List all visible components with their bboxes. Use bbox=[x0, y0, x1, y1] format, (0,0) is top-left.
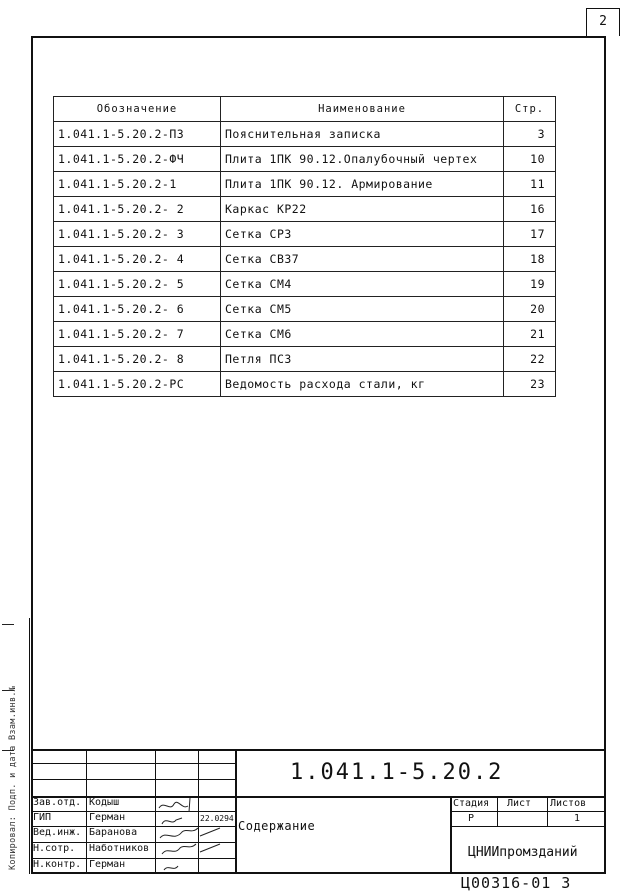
row-designation: 1.041.1-5.20.2- 8 bbox=[54, 347, 221, 372]
row-designation: 1.041.1-5.20.2-1 bbox=[54, 172, 221, 197]
row-designation: 1.041.1-5.20.2- 2 bbox=[54, 197, 221, 222]
row-name: Пояснительная записка bbox=[221, 122, 504, 147]
signature-mark bbox=[164, 866, 178, 870]
row-name: Сетка СМ6 bbox=[221, 322, 504, 347]
table-row bbox=[54, 222, 556, 247]
title-block-col bbox=[235, 749, 237, 874]
table-header-row bbox=[54, 97, 556, 122]
title-block-col bbox=[547, 796, 548, 826]
table-row bbox=[54, 372, 556, 397]
table-row bbox=[54, 197, 556, 222]
row-page: 23 bbox=[504, 372, 556, 397]
role-person: Наботников bbox=[89, 843, 150, 854]
table-row bbox=[54, 322, 556, 347]
title-block-col bbox=[450, 796, 452, 874]
row-designation: 1.041.1-5.20.2- 7 bbox=[54, 322, 221, 347]
header-designation: Обозначение bbox=[54, 97, 221, 122]
role-person: Герман bbox=[89, 812, 126, 823]
row-page: 18 bbox=[504, 247, 556, 272]
side-divider bbox=[2, 624, 14, 625]
row-page: 16 bbox=[504, 197, 556, 222]
signature-date: 22.0294 bbox=[200, 814, 234, 823]
role-person: Баранова bbox=[89, 827, 138, 838]
table-row bbox=[54, 147, 556, 172]
header-page: Стр. bbox=[504, 97, 556, 122]
row-name: Сетка СМ4 bbox=[221, 272, 504, 297]
title-block-col bbox=[86, 749, 87, 874]
signature-mark bbox=[162, 818, 182, 824]
row-name: Плита 1ПК 90.12.Опалубочный чертех bbox=[221, 147, 504, 172]
table-row bbox=[54, 297, 556, 322]
title-block-line bbox=[31, 779, 235, 780]
row-designation: 1.041.1-5.20.2-ПЗ bbox=[54, 122, 221, 147]
row-name: Сетка СМ5 bbox=[221, 297, 504, 322]
row-designation: 1.041.1-5.20.2-ФЧ bbox=[54, 147, 221, 172]
role-label: Н.контр. bbox=[33, 859, 82, 870]
contents-table bbox=[53, 96, 556, 397]
table-row bbox=[54, 122, 556, 147]
role-label: Зав.отд. bbox=[33, 797, 82, 808]
document-title: Содержание bbox=[238, 819, 316, 833]
table-row bbox=[54, 272, 556, 297]
role-person: Кодыш bbox=[89, 797, 120, 808]
document-code: 1.041.1-5.20.2 bbox=[290, 760, 504, 785]
row-designation: 1.041.1-5.20.2- 3 bbox=[54, 222, 221, 247]
row-page: 21 bbox=[504, 322, 556, 347]
table-row bbox=[54, 247, 556, 272]
row-name: Каркас КР22 bbox=[221, 197, 504, 222]
signature-mark bbox=[160, 828, 198, 838]
sheets-label: Листов bbox=[550, 798, 587, 809]
row-page: 10 bbox=[504, 147, 556, 172]
header-name: Наименование bbox=[221, 97, 504, 122]
row-name: Сетка СВ37 bbox=[221, 247, 504, 272]
title-block-line bbox=[450, 811, 606, 812]
stage-label: Стадия bbox=[453, 798, 490, 809]
side-stamp-text: Копировал: Подп. и дата Взам.инв.№ bbox=[8, 685, 18, 870]
signature-mark bbox=[159, 798, 190, 812]
role-person: Герман bbox=[89, 859, 126, 870]
table-row bbox=[54, 172, 556, 197]
stage-value: Р bbox=[468, 813, 475, 824]
row-page: 22 bbox=[504, 347, 556, 372]
role-label: ГИП bbox=[33, 812, 52, 823]
row-page: 11 bbox=[504, 172, 556, 197]
title-block-top-border bbox=[31, 749, 606, 751]
row-designation: 1.041.1-5.20.2-РС bbox=[54, 372, 221, 397]
bottom-code: Ц00316-01 3 bbox=[461, 874, 572, 892]
page-number: 2 bbox=[586, 8, 620, 36]
row-name: Петля ПС3 bbox=[221, 347, 504, 372]
role-label: Вед.инж. bbox=[33, 827, 82, 838]
row-page: 17 bbox=[504, 222, 556, 247]
row-name: Плита 1ПК 90.12. Армирование bbox=[221, 172, 504, 197]
sheet-label: Лист bbox=[507, 798, 532, 809]
organization: ЦНИИпромзданий bbox=[468, 845, 578, 860]
row-page: 19 bbox=[504, 272, 556, 297]
row-designation: 1.041.1-5.20.2- 4 bbox=[54, 247, 221, 272]
row-name: Ведомость расхода стали, кг bbox=[221, 372, 504, 397]
title-block-col bbox=[497, 796, 498, 826]
signatures-image bbox=[156, 798, 200, 874]
table-row bbox=[54, 347, 556, 372]
row-page: 3 bbox=[504, 122, 556, 147]
row-designation: 1.041.1-5.20.2- 6 bbox=[54, 297, 221, 322]
row-name: Сетка СР3 bbox=[221, 222, 504, 247]
signature-mark bbox=[162, 844, 196, 854]
signatures-image bbox=[198, 826, 222, 858]
row-page: 20 bbox=[504, 297, 556, 322]
sheets-total: 1 bbox=[574, 813, 581, 824]
role-label: Н.сотр. bbox=[33, 843, 76, 854]
title-block-line bbox=[31, 763, 235, 764]
title-block-line bbox=[31, 811, 235, 812]
title-block-line bbox=[450, 826, 606, 827]
row-designation: 1.041.1-5.20.2- 5 bbox=[54, 272, 221, 297]
